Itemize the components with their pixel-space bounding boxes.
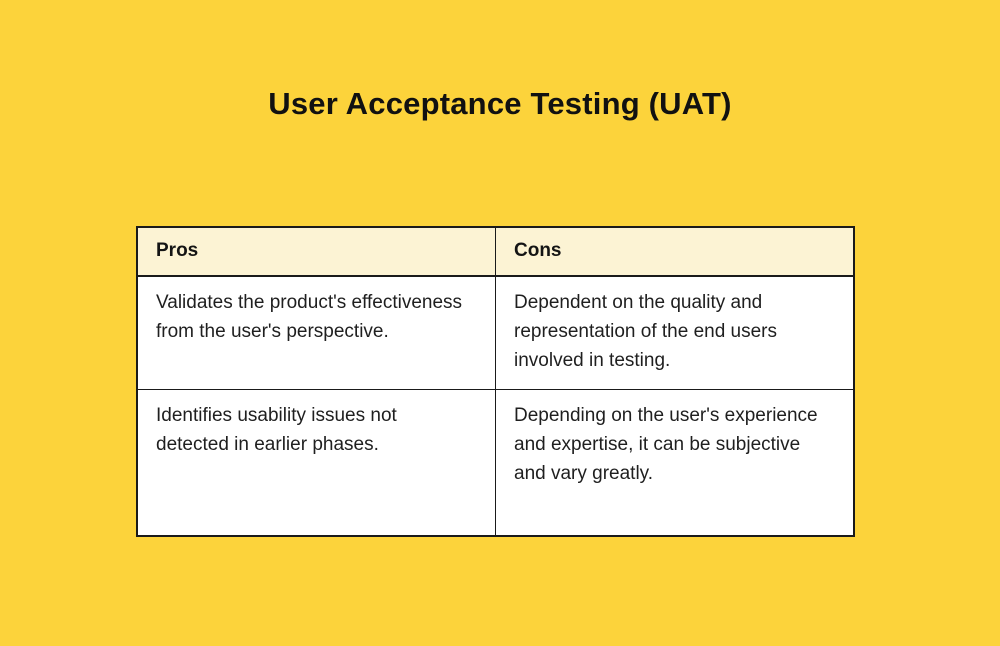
column-header-pros: Pros	[137, 227, 496, 276]
table-row	[137, 390, 854, 536]
cons-cell-1: Dependent on the quality and representation of the end users involved in testing.	[496, 276, 855, 390]
page-title: User Acceptance Testing (UAT)	[268, 86, 732, 121]
pros-cons-table	[136, 226, 855, 537]
pros-cell-2: Identifies usability issues not detected in earlier phases.	[137, 390, 496, 536]
table-row	[137, 276, 854, 390]
pros-cell-1: Validates the product's effectiveness from the user's perspective.	[137, 276, 496, 390]
cons-cell-2: Depending on the user's experience and expertise, it can be subjective and vary greatly.	[496, 390, 855, 536]
column-header-cons: Cons	[496, 227, 855, 276]
table-header-row	[137, 227, 854, 276]
